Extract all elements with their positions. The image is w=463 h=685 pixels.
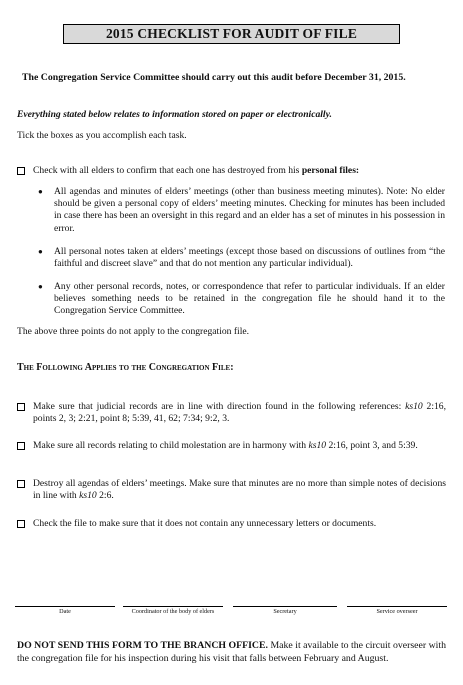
bullet-icon: ● — [38, 282, 43, 291]
child-molestation-item — [33, 440, 446, 452]
personal-files-item — [33, 165, 359, 177]
bullet-icon: ● — [38, 247, 43, 256]
destroy-agendas-item — [33, 478, 446, 502]
personal-files-bullet-1: All agendas and minutes of elders’ meetings (other than business meeting minutes). Note: No elder should be given a personal copy of elders’ meeting minutes. Checking for minutes has been included in case there has been an oversight in this regard and an elder has a set of minutes in his possession in error. — [54, 186, 445, 234]
item-text: Make sure all records relating to child molestation are in harmony with — [33, 440, 307, 451]
intro-text: The Congregation Service Committee should carry out this audit before December 31, 2015. — [22, 72, 406, 83]
personal-files-lead: Check with all elders to confirm that each one has destroyed from his — [33, 165, 300, 176]
secretary-signature-line[interactable] — [233, 606, 337, 607]
personal-files-lead-bold: personal files: — [301, 165, 360, 176]
above-note: The above three points do not apply to the congregation file. — [17, 326, 250, 337]
footer-note — [17, 640, 446, 665]
date-label: Date — [59, 608, 71, 615]
destroy-agendas-checkbox[interactable] — [17, 480, 25, 488]
coordinator-label: Coordinator of the body of elders — [131, 608, 215, 615]
footer-rest: Make it available to the circuit overseer with the congregation file for his inspection during his visit that falls between February and August. — [17, 640, 447, 664]
tick-instruction: Tick the boxes as you accomplish each task. — [17, 130, 187, 141]
item-text: Destroy all agendas of elders’ meetings. Make sure that minutes are no more than simple notes of decisions in line with — [33, 478, 446, 502]
item-ref: ks10 — [79, 490, 97, 502]
judicial-records-checkbox[interactable] — [17, 403, 25, 411]
footer-bold: DO NOT SEND THIS FORM TO THE BRANCH OFFICE. — [17, 640, 268, 651]
page-title: 2015 CHECKLIST FOR AUDIT OF FILE — [63, 24, 400, 44]
storage-note: Everything stated below relates to information stored on paper or electronically. — [17, 109, 332, 120]
item-rest: 2:6. — [99, 490, 114, 502]
item-rest: 2:16, points 2, 3; 2:21, point 8; 5:39, 41, 62; 7:34; 9:2, 3. — [33, 401, 447, 425]
check-file-checkbox[interactable] — [17, 520, 25, 528]
item-ref: ks10 — [308, 440, 327, 451]
service-overseer-label: Service overseer — [376, 608, 418, 615]
judicial-records-item — [33, 401, 446, 425]
service-overseer-signature-line[interactable] — [347, 606, 447, 607]
bullet-icon: ● — [38, 187, 43, 196]
secretary-label: Secretary — [273, 608, 297, 615]
coordinator-signature-line[interactable] — [123, 606, 223, 607]
section-heading: The Following Applies to the Congregation File: — [17, 362, 234, 373]
date-signature-line[interactable] — [15, 606, 115, 607]
personal-files-bullet-2: All personal notes taken at elders’ meetings (except those based on discussions of outlines from “the faithful and discreet slave” and that do not mention any particular individual). — [54, 246, 445, 270]
item-rest: 2:16, point 3, and 5:39. — [328, 440, 418, 451]
check-file-item: Check the file to make sure that it does not contain any unnecessary letters or documents. — [33, 518, 377, 529]
item-text: Make sure that judicial records are in line with direction found in the following references: — [33, 401, 402, 412]
item-ref: ks10 — [405, 401, 423, 412]
child-molestation-checkbox[interactable] — [17, 442, 25, 450]
personal-files-checkbox[interactable] — [17, 167, 25, 175]
personal-files-bullet-3: Any other personal records, notes, or correspondence that refer to particular individuals. If an elder believes something needs to be retained in the congregation file he should hand it to the Congregation Service Committee. — [54, 281, 445, 317]
